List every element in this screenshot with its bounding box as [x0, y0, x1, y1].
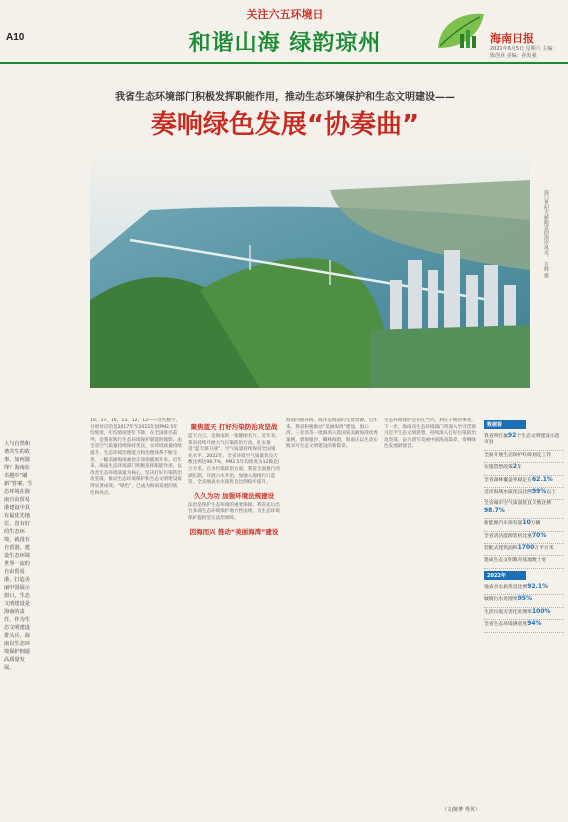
article-column-1: [90, 418, 182, 798]
sidebar-item: [484, 463, 564, 475]
sidebar-item: [484, 432, 564, 451]
masthead-info: 2021年6月5日 星期六 主编：陈创业 美编：孙发强: [490, 46, 558, 59]
sidebar-item-num: 92.1%: [527, 582, 549, 590]
sidebar-item-post: 万平方米: [534, 546, 554, 552]
sidebar-item: [484, 519, 564, 531]
section-headline: 和谐山海 绿韵琼州: [188, 31, 382, 56]
section-kicker: 关注六五环境日: [246, 8, 324, 21]
column-2-text-2: 法治是保护生态环境的重要保障。我省先后出台多部生态环境保护地方性法规，为生态环境保护提供坚实法治保障。: [188, 502, 280, 521]
sidebar-item: [484, 556, 564, 568]
sidebar-item-num: 92: [508, 432, 517, 439]
column-4-text: 生态环境保护是功在当代、利在千秋的事业。下一步，海南省生态环境部门将深入学习贯彻习近平生态文明思想，持续深入打好污染防治攻坚战，奋力谱写美丽中国海南篇章，奏响绿色发展最强音。: [384, 418, 476, 450]
sidebar-item-post: 万辆: [530, 521, 541, 527]
sidebar-item-post: 划定工作: [531, 452, 552, 458]
sidebar-header-2022: 2022年: [484, 571, 526, 580]
sidebar-item-num: 94%: [527, 620, 542, 628]
sidebar-list-2022: [484, 583, 564, 633]
sidebar-item-pre: 全省生态环境满意度: [484, 622, 528, 628]
sidebar-item: [484, 451, 564, 463]
coastal-city-photo: [90, 150, 530, 388]
newspaper-masthead: 海南日报: [490, 32, 534, 45]
header-divider: [0, 62, 568, 64]
sidebar-item-post: 个生态文明建设示范市县: [484, 434, 560, 446]
sidebar-item: [484, 476, 564, 488]
article-column-2: [188, 418, 280, 798]
sidebar-item-pre: 我省所打赢: [484, 434, 508, 439]
sidebar-item-pre: 生活垃圾无害化处理率: [484, 609, 532, 615]
article-column-3: [286, 418, 378, 798]
sidebar-item: [484, 595, 564, 607]
subhead-blue-sky: 聚焦蓝天 打好污染防治攻坚战: [190, 423, 278, 431]
data-sidebar: [484, 418, 564, 816]
article-subtitle: 我省生态环境部门积极发挥职能作用，推动生态环境保护和生态文明建设——: [115, 92, 455, 103]
sidebar-item-post: 数十处: [531, 558, 547, 564]
sidebar-item: [484, 608, 564, 620]
sidebar-item-pre: 实施禁塑政策: [484, 465, 513, 471]
sidebar-item-num: 95%: [517, 595, 532, 603]
sidebar-item-post: 以上: [546, 490, 556, 496]
sidebar-item-pre: 装配式建筑面积: [484, 546, 518, 552]
sidebar-item-pre: 全省清洁能源装机比重: [484, 533, 532, 539]
article-byline: （文/陈梦 秀英）: [441, 807, 480, 813]
sidebar-item-pre: 建成生态文明教育基地: [484, 558, 532, 564]
sidebar-item-num: 10: [522, 519, 531, 527]
sidebar-item-num: 98.7%: [484, 506, 505, 514]
sidebar-item-post: 年: [516, 465, 522, 471]
sidebar-item-pre: 全省城市空气质量优良天数比例: [484, 501, 552, 507]
sidebar-item: [484, 583, 564, 595]
column-1-text: 10、17、16、13、12、12——这些数字，分别对应的是2017年至2022年因PM2.5年均浓度，年均浓度逐年下降，在全国排名前列，是我省践行生态环境保护职能的缩影。由全省空气质量持续保持优良，水环境质量持续提升，生态环境治理能力和治理体系不断完善，一幅美丽海南画卷正徐徐铺展开来。近年来，海南生态环境部门积极发挥职能作用，以改善生态环境质量为核心，坚决打好污染防治攻坚战，推动生态环境保护和生态文明建设取得显著成效。“绿色”，已成为海南发展的底色和亮点。: [90, 418, 182, 496]
sidebar-item-num: 70%: [531, 531, 547, 539]
sidebar-header: 数据看: [484, 420, 526, 429]
column-2-text: 蓝天白云，是海南的一张靓丽名片。近年来，我省持续开展大气污染防治行动，扎实推进“蓝天保卫战”，空气质量持续保持全国领先水平。2022年，全省环境空气质量优良天数比例达98.7%，PM2.5年均浓度为12微克/立方米。在水污染防治方面，我省全面推行河湖长制，开展六水共治，加强入海排污口监管，全省地表水水质优良比例稳步提升。: [188, 434, 280, 486]
sidebar-item-pre: 城镇污水处理率: [484, 597, 518, 603]
sidebar-item-num: 2: [512, 463, 517, 471]
article-title: 奏响绿色发展“协奏曲”: [150, 110, 420, 140]
sidebar-item-pre: 地表水水质优良比例: [484, 584, 528, 590]
sidebar-item: [484, 488, 564, 500]
sidebar-item-num: 100%: [531, 607, 551, 615]
article-column-4: [384, 418, 478, 798]
sidebar-item-num: 1700: [517, 544, 535, 552]
sidebar-item: [484, 544, 564, 556]
sidebar-item-pre: 新能源汽车保有量: [484, 521, 523, 527]
sidebar-item-num: 99%: [531, 488, 547, 496]
sidebar-list: [484, 432, 564, 569]
editor-note: 人与自然和谐共生的故事，如何演绎？海南在卓越中“刷新”答案。生态环境在海南自由贸易港建设中具有最优先地位。没有好的生态环境，就没有自贸港。建设生态环境世界一流的自由贸易港，打造美丽中国展示窗口，生态文明建设是海南的责任，作为生态文明建设排头兵，海南以生态环境保护倒逼高质量发展。: [4, 441, 33, 671]
sidebar-item: [484, 620, 564, 632]
sidebar-item: [484, 500, 564, 519]
leaf-logo-icon: [430, 8, 490, 54]
sidebar-item-pre: 近岸海域水质优良比例: [484, 490, 532, 496]
column-3-text: 海南四面环海，海洋是海南的宝贵资源。近年来，我省积极推动“美丽海湾”建设，海口湾、三亚湾等一批海湾入选国家美丽海湾优秀案例。碧海银沙、椰林海韵，海南正以生动实践书写生态文明建设的新篇章。: [286, 418, 378, 450]
page-number: A10: [6, 32, 25, 43]
sidebar-item: [484, 532, 564, 544]
sidebar-item-pre: 全省森林覆盖率稳定在: [484, 477, 532, 483]
subhead-bay: 因海而兴 推动“美丽海湾”建设: [189, 527, 279, 536]
sidebar-item-num: 62.1%: [531, 475, 553, 483]
sidebar-item-pre: 全面开展生态保护红线: [484, 452, 532, 458]
photo-caption: 海口世纪大桥附近的海岸风光。 方辉 摄: [543, 190, 549, 279]
subhead-legal: 久久为功 加强环境法规建设: [193, 491, 275, 500]
